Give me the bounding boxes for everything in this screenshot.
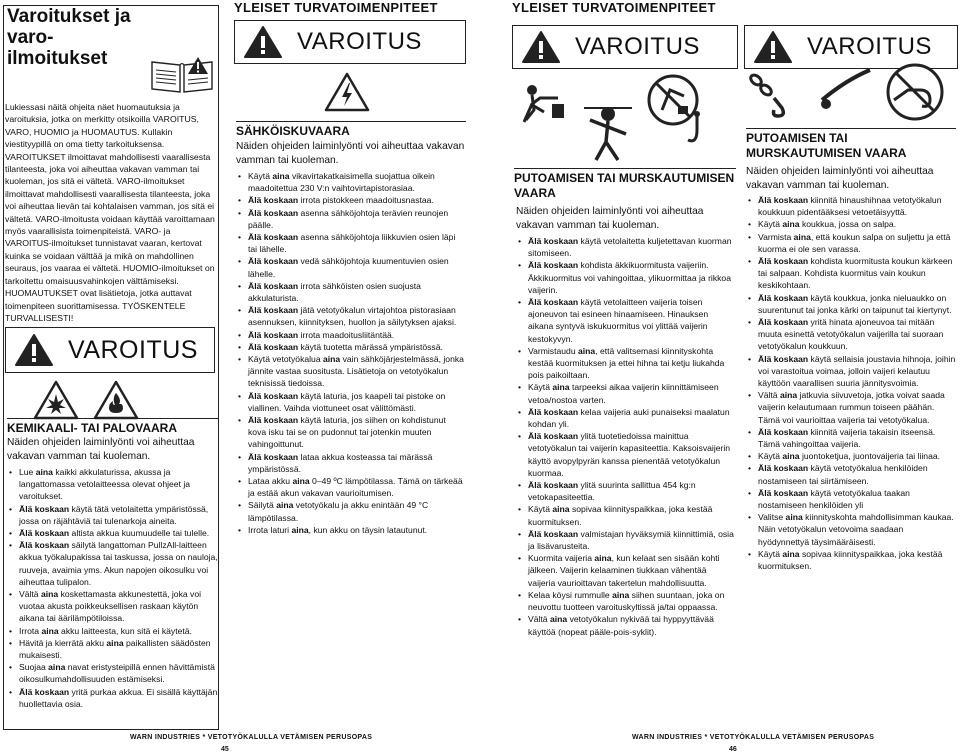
list-item	[516, 296, 734, 345]
emphasis-text: Älä koskaan	[19, 540, 70, 551]
list-item-text: asenna sähköjohtoja terävien reunojen päälle.	[248, 207, 449, 230]
list-item	[516, 406, 734, 430]
list-item	[236, 231, 464, 255]
emphasis-text: Älä koskaan	[248, 305, 299, 316]
list-item-text: yritä purkaa akkua. Ei sisällä käyttäjän huollettavia osia.	[19, 686, 218, 709]
list-item-text: , kun kelaat sen sisään kohti jälkeen. Vaijerin kelaaminen tiukkaan vähentää vaijeria vaurioittavan takertelun mahdollisuutta.	[528, 553, 720, 588]
emphasis-text: Älä koskaan	[758, 353, 809, 364]
elec-lead: Näiden ohjeiden laiminlyönti voi aiheuttaa vakavan vamman tai kuoleman.	[236, 141, 465, 166]
left-footer: WARN INDUSTRIES * VETOTYÖKALULLA VETÄMISEN PERUSOPAS	[130, 734, 373, 741]
list-item-text: Varmistaudu	[528, 345, 578, 356]
emphasis-text: Älä koskaan	[528, 297, 579, 308]
list-item	[236, 475, 464, 499]
emphasis-text: aina	[782, 219, 800, 230]
list-item	[236, 524, 464, 536]
left-page-header: YLEISET TURVATOIMENPITEET	[234, 0, 438, 15]
list-item-text: säilytä langattoman PullzAll-laitteen akkua työkalupakissa tai taskussa, jossa on nauloja, ruuveja, avaimia yms. Akun napojen oikosulku voi aiheuttaa tulipalon.	[19, 540, 218, 587]
emphasis-text: Älä koskaan	[248, 280, 299, 291]
emphasis-text: aina	[578, 345, 596, 356]
emphasis-text: Älä koskaan	[758, 487, 809, 498]
elec-title: SÄHKÖISKUVAARA	[236, 121, 466, 139]
emphasis-text: aina	[272, 171, 290, 181]
list-item	[7, 503, 219, 527]
list-item	[746, 548, 956, 572]
emphasis-text: aina	[323, 354, 341, 365]
emphasis-text: aina	[785, 512, 803, 523]
list-item-text: lataa akkua kosteassa tai märässä ympäristössä.	[248, 451, 433, 474]
chem-warning-label: VAROITUS	[68, 335, 198, 364]
list-item-text: kohdista kuormitusta koukun kärkeen tai salpaan. Kohdista kuormitus vain koukun keskikohtaan.	[758, 256, 953, 291]
list-item	[236, 390, 464, 414]
list-item-text: valmistajan hyväksymiä kiinnittimiä, osia ja lisävarusteita.	[528, 528, 734, 552]
list-item-text: käytä vetolaitetta kuljetettavan kuorman sitomiseen.	[528, 236, 732, 259]
list-item	[516, 528, 734, 552]
list-item-text: käytä laturia, jos kaapeli tai pistoke on viallinen. Vaihda viottuneet osat välittömästi.	[248, 390, 446, 413]
list-item	[516, 479, 734, 503]
emphasis-text: aina	[106, 637, 124, 648]
list-item	[746, 353, 956, 390]
list-item	[7, 588, 219, 625]
emphasis-text: Älä koskaan	[248, 207, 299, 218]
list-item-text: Käytä vetotyökalua	[248, 354, 324, 365]
list-item-text: Irrota laturi	[248, 524, 292, 535]
list-item-text: Valitse	[758, 512, 786, 523]
list-item	[236, 451, 464, 475]
emphasis-text: Älä koskaan	[248, 195, 299, 206]
list-item	[7, 637, 219, 661]
emphasis-text: Älä koskaan	[758, 463, 809, 474]
list-item-text: vikavirtakatkaisimella suojattua oikein maadoitettua 230 V:n vaihtovirtapistorasiaa.	[248, 171, 435, 194]
emphasis-text: Älä koskaan	[528, 431, 579, 442]
right-page-header: YLEISET TURVATOIMENPITEET	[512, 0, 716, 15]
warning-triangle-icon	[243, 25, 283, 59]
elec-warning-label: VAROITUS	[297, 28, 422, 55]
list-item	[236, 194, 464, 206]
emphasis-text: Älä koskaan	[248, 256, 299, 267]
list-item-text: käytä tuotetta märässä ympäristössä.	[298, 341, 443, 352]
emphasis-text: Älä koskaan	[528, 260, 579, 271]
emphasis-text: Älä koskaan	[528, 480, 579, 491]
list-item-text: Kelaa köysi rummulle	[528, 589, 613, 600]
list-item	[516, 259, 734, 296]
emphasis-text: Älä koskaan	[758, 256, 809, 267]
emphasis-text: aina	[291, 524, 309, 535]
winch-hook-icon	[682, 110, 712, 150]
list-item	[746, 462, 956, 486]
emphasis-text: Älä koskaan	[758, 292, 809, 303]
crush-hazard-icon	[578, 100, 638, 166]
emphasis-text: aina	[612, 589, 630, 600]
list-item-text: , kun akku on täysin latautunut.	[308, 524, 428, 535]
emphasis-text: Älä koskaan	[248, 341, 299, 352]
emphasis-text: Älä koskaan	[19, 503, 70, 514]
list-item-text: Vältä	[528, 614, 550, 625]
left-page-number: 45	[221, 746, 229, 753]
list-item	[746, 194, 956, 218]
falls1-lead: Näiden ohjeiden laiminlyönti voi aiheuttaa vakavan vamman tai kuoleman.	[516, 206, 704, 231]
list-item-text: Lue	[19, 467, 36, 477]
list-item-text: Lataa akku	[248, 476, 293, 487]
list-item	[516, 503, 734, 527]
list-item-text: Käytä	[528, 382, 553, 393]
emphasis-text: Älä koskaan	[528, 236, 579, 246]
emphasis-text: aina	[793, 231, 811, 242]
warning-triangle-icon	[521, 30, 561, 64]
emphasis-text: aina	[782, 548, 800, 559]
emphasis-text: Älä koskaan	[528, 528, 579, 539]
warning-triangle-icon	[753, 30, 793, 64]
list-item	[516, 552, 734, 589]
list-item-text: irrota sähköisten osien suojusta akkulaturista.	[248, 280, 421, 304]
list-item-text: ylitä suurinta sallittua 454 kg:n vetokapasiteettia.	[528, 480, 696, 503]
list-item-text: koukkua, jossa on salpa.	[799, 219, 897, 230]
left-column	[3, 0, 219, 709]
emphasis-text: aina	[276, 500, 294, 511]
right-page-number: 46	[729, 746, 737, 753]
list-item-text: Käytä	[248, 171, 273, 181]
list-item	[236, 255, 464, 279]
list-item	[7, 527, 219, 539]
list-item-text: käytä sellaisia joustavia hihnoja, joihin voi varastoitua voimaa, jolloin vaijeri kelautuu käyttöön vaarallisen suuria jännitysvoimia.	[758, 353, 956, 389]
list-item	[7, 466, 219, 503]
emphasis-text: Älä koskaan	[248, 329, 299, 340]
falls1-warning-label: VAROITUS	[575, 33, 700, 60]
list-item	[516, 430, 734, 479]
list-item-text: Kuormita vaijeria	[528, 553, 595, 564]
list-item-text: jätä vetotyökalun virtajohtoa pistorasiaan asennuksen, kiinnityksen, huollon ja säilytyksen ajaksi.	[248, 305, 457, 328]
list-item-text: , että valitsemasi kiinnityskohta kestää kuormituksen ja ettei hihna tai ketju liukahda pois paikoiltaan.	[528, 345, 725, 381]
list-item-text: Käytä	[758, 219, 783, 230]
chem-list	[7, 466, 219, 710]
falls2-warning-label: VAROITUS	[807, 33, 932, 60]
list-item-text: vetotyökalu ja akku enintään 49 °C lämpötilassa.	[248, 500, 429, 523]
emphasis-text: aina	[40, 589, 59, 600]
manual-book-icon	[149, 56, 215, 94]
elec-list	[236, 170, 464, 536]
list-item	[236, 304, 464, 328]
list-item-text: käytä vetotyökalua taakan nostamiseen henkilöiden yli	[758, 487, 910, 511]
list-item	[746, 426, 956, 450]
list-item	[7, 686, 219, 710]
elec-warning-bar	[234, 20, 466, 64]
list-item-text: akku laitteesta, kun sitä ei käytetä.	[58, 625, 192, 636]
list-item-text: sopivaa kiinnityspaikkaa, joka kestää kuormituksen.	[758, 548, 943, 572]
list-item	[7, 539, 219, 588]
fire-hazard-icon	[93, 380, 139, 420]
list-item	[236, 341, 464, 353]
list-item-text: kiinnitä vaijeria takaisin itseensä. Tämä vahingoittaa vaijeria.	[758, 426, 936, 450]
list-item	[746, 389, 956, 426]
falls1-title: PUTOAMISEN TAI MURSKAUTUMISEN VAARA	[514, 168, 736, 201]
emphasis-text: Älä koskaan	[758, 317, 809, 328]
emphasis-text: aina	[549, 614, 568, 625]
list-item	[516, 381, 734, 405]
list-item	[236, 280, 464, 304]
emphasis-text: aina	[292, 476, 310, 487]
list-item-text: sopivaa kiinnityspaikkaa, joka kestää kuormituksen.	[528, 504, 713, 527]
list-item-text: käytä tätä vetolaitetta ympäristössä, jossa on räjähtäviä tai tulenarkoja aineita.	[19, 503, 209, 526]
emphasis-text: Älä koskaan	[758, 426, 809, 437]
list-item	[746, 450, 956, 462]
list-item	[516, 235, 734, 259]
list-item-text: altista akkua kuumuudelle tai tulelle.	[69, 528, 210, 539]
emphasis-text: aina	[779, 390, 798, 401]
falls1-list	[516, 235, 734, 638]
list-item	[516, 345, 734, 382]
list-item	[746, 218, 956, 230]
list-item-text: Käytä	[758, 548, 783, 559]
chain-hook-icon	[746, 70, 796, 122]
falling-load-icon	[518, 76, 570, 126]
list-item-text: käytä laturia, jos siihen on kohdistunut kova isku tai se on pudonnut tai jotenkin muuten vahingoittunut.	[248, 415, 446, 450]
list-item	[236, 329, 464, 341]
emphasis-text: aina	[782, 451, 800, 462]
list-item-text: tarpeeksi aikaa vaijerin kiinnittämiseen vetoa/nostoa varten.	[528, 382, 719, 405]
list-item-text: kelaa vaijeria auki punaiseksi maalatun kohdan yli.	[528, 406, 730, 430]
list-item-text: Suojaa	[19, 662, 49, 673]
list-item-text: yritä hinata ajoneuvoa tai mitään muuta esinettä vetotyökalun vaijerilla tai suoraan vetotyökalun koukkuun.	[758, 317, 944, 352]
right-footer: WARN INDUSTRIES * VETOTYÖKALULLA VETÄMISEN PERUSOPAS	[632, 734, 875, 741]
list-item-text: jatkuvia siivuvetoja, jotka voivat saada vaijerin kelautumaan rummun toiseen päähän. Tämä voi vaurioittaa vaijeria tai vetotyökalua.	[758, 390, 945, 425]
list-item-text: navat eristysteipillä ennen hävittämistä oikosulkumahdollisuuden estämiseksi.	[19, 662, 215, 685]
tow-strap-icon	[816, 60, 876, 124]
emphasis-text: Älä koskaan	[528, 406, 579, 417]
emphasis-text: aina	[48, 662, 66, 673]
list-item-text: Vältä	[758, 390, 780, 401]
emphasis-text: Älä koskaan	[19, 528, 70, 539]
list-item-text: kaikki akkulaturissa, akussa ja langattomassa vetolaitteessa olevat ohjeet ja varoitukset.	[19, 467, 191, 502]
list-item	[236, 353, 464, 390]
list-item	[236, 499, 464, 523]
list-item-text: kiinnityskohta mahdollisimman kaukaa. Näin vetotyökalun vetovoima saadaan hyödynnettyä täysimääräisesti.	[758, 512, 954, 547]
list-item-text: , että koukun salpa on suljettu ja että kuorma ei ole sen varassa.	[758, 231, 951, 254]
list-item-text: käytä koukkua, jonka nieluaukko on suurentunut tai jonka kärki on taipunut tai kiertynyt.	[758, 292, 952, 315]
list-item	[746, 231, 956, 255]
emphasis-text: Älä koskaan	[248, 390, 299, 401]
list-item	[746, 487, 956, 511]
list-item-text: irrota pistokkeen maadoitusnastaa.	[298, 195, 434, 206]
emphasis-text: Älä koskaan	[248, 232, 299, 243]
list-item	[746, 292, 956, 316]
list-item	[236, 414, 464, 451]
falls1-warning-bar	[512, 25, 738, 69]
prohibited-hook-icon	[882, 60, 948, 124]
list-item-text: koskettamasta akkunestettä, joka voi vuotaa akusta poikkeuksellisen raskaan käytön aikana tai äärilämpötiloissa.	[19, 589, 202, 624]
list-item-text: Käytä	[758, 451, 783, 462]
electric-shock-icon	[324, 72, 370, 112]
list-item-text: paikallisten säädösten mukaisesti.	[19, 637, 211, 661]
list-item-text: asenna sähköjohtoja liikkuvien osien läpi tai lähelle.	[248, 232, 456, 255]
list-item-text: Vältä	[19, 589, 41, 600]
list-item-text: 0–49 ºC lämpötilassa. Tämä on tärkeää ja estää akun vakavan vaurioitumisen.	[248, 476, 463, 499]
list-item	[516, 589, 734, 613]
list-item-text: käytä vetotyökalua henkilöiden nostamiseen tai siirtämiseen.	[758, 463, 928, 486]
intro-body: Lukiessasi näitä ohjeita näet huomautuksia ja varoituksia, jotka on merkitty otsikoilla VAROITUS, VARO, HUOMIO ja HUOMAUTUS. Kullakin viestityypillä on oma tietty tarkoituksensa. VAROITUKSET ilmoittavat mahdollisesti vaarallisesta tilanteesta, joka voi aiheuttaa vakavan vamman tai kuoleman, jos sitä ei vältetä. VARO-ilmoitukset ilmoittavat mahdollisesti vaarallisesta tilanteesta, joka voi aiheuttaa lievän tai kohtalaisen vamman, jos sitä ei vältetä. VARO-ilmoitusta voidaan käyttää varoittamaan myös vaarallisista toimenpiteistä. VARO- ja VAROITUS-ilmoitukset tunnistavat vaaran, kertovat kuinka se voidaan välttää ja mikä on mahdollinen seuraus, jos vaaraa ei vältetä. HUOMIO-ilmoitukset on tarkoitettu omaisuusvahinkojen välttämiseksi. HUOMAUTUKSET ovat lisätietoja, jotka auttavat toimenpiteen suorittamisessa. TYÖSKENTELE TURVALLISESTI!	[5, 102, 215, 323]
list-item-text: Säilytä	[248, 500, 277, 511]
list-item	[516, 613, 734, 637]
list-item-text: Käytä	[528, 504, 553, 515]
list-item	[746, 255, 956, 292]
list-item-text: vetotyökalun nykivää tai hyppyyttävää käyttöä (nopeat pääle-pois-syklit).	[528, 614, 714, 637]
list-item-text: siihen suuntaan, joka on neuvottu tuotteen varoituskyltissä ja/tai oppaassa.	[528, 589, 725, 613]
chem-title: KEMIKAALI- TAI PALOVAARA	[7, 418, 219, 436]
intro-title: Varoitukset ja varo-ilmoitukset	[7, 6, 131, 69]
emphasis-text: Älä koskaan	[758, 195, 809, 205]
list-item-text: kiinnitä hinaushihnaa vetotyökalun koukkuun pidentääksesi vetoetäisyyttä.	[758, 195, 942, 218]
list-item-text: Irrota	[19, 625, 42, 636]
emphasis-text: aina	[552, 504, 570, 515]
explosion-hazard-icon	[33, 380, 79, 420]
list-item-text: Hävitä ja kierrätä akku	[19, 637, 107, 648]
list-item	[236, 170, 464, 194]
list-item	[746, 316, 956, 353]
list-item-text: juontoketjua, juontovaijeria tai liinaa.	[799, 451, 941, 462]
emphasis-text: aina	[552, 382, 570, 393]
list-item-text: käytä vetolaitteen vaijeria toisen ajoneuvon tai esineen hinaamiseen. Hinauksen aikana syntyvä iskukuormitus voi ylittää vaijerin kestokyvyn.	[528, 297, 709, 344]
list-item-text: ylitä tuotetiedoissa mainittua vetotyökalun tai vaijerin kapasiteettia. Kaksoisvaijerin käyttö avopylpyrän kanssa pienentää vetotyökalun kuormaa.	[528, 431, 731, 478]
falls2-list	[746, 194, 956, 572]
emphasis-text: Älä koskaan	[248, 415, 299, 426]
emphasis-text: Älä koskaan	[248, 451, 299, 462]
chem-lead: Näiden ohjeiden laiminlyönti voi aiheuttaa vakavan vamman tai kuoleman.	[7, 437, 195, 462]
list-item-text: vain sähköjärjestelmässä, jonka jännite vastaa suositusta. Lisätietoja on vetotyökalun teknisissä tiedoissa.	[248, 354, 464, 389]
list-item-text: Varmista	[758, 231, 794, 242]
list-item	[7, 625, 219, 637]
chem-warning-bar	[5, 327, 215, 373]
list-item-text: kohdista äkkikuormitusta vaijeriin. Äkkikuormitus voi vahingoittaa, ylikuormittaa ja rikkoa vaijerin.	[528, 260, 731, 295]
emphasis-text: aina	[35, 467, 53, 477]
emphasis-text: aina	[41, 625, 59, 636]
list-item-text: irrota maadoitusliitäntää.	[298, 329, 395, 340]
list-item	[746, 511, 956, 548]
falls2-lead: Näiden ohjeiden laiminlyönti voi aiheuttaa vakavan vamman tai kuoleman.	[746, 166, 934, 191]
warning-triangle-icon	[14, 333, 54, 367]
falls2-title: PUTOAMISEN TAI MURSKAUTUMISEN VAARA	[746, 128, 956, 161]
emphasis-text: Älä koskaan	[19, 686, 70, 697]
list-item	[7, 661, 219, 685]
list-item-text: vedä sähköjohtoja kuumentuvien osien lähelle.	[248, 256, 449, 279]
emphasis-text: aina	[594, 553, 612, 564]
list-item	[236, 207, 464, 231]
